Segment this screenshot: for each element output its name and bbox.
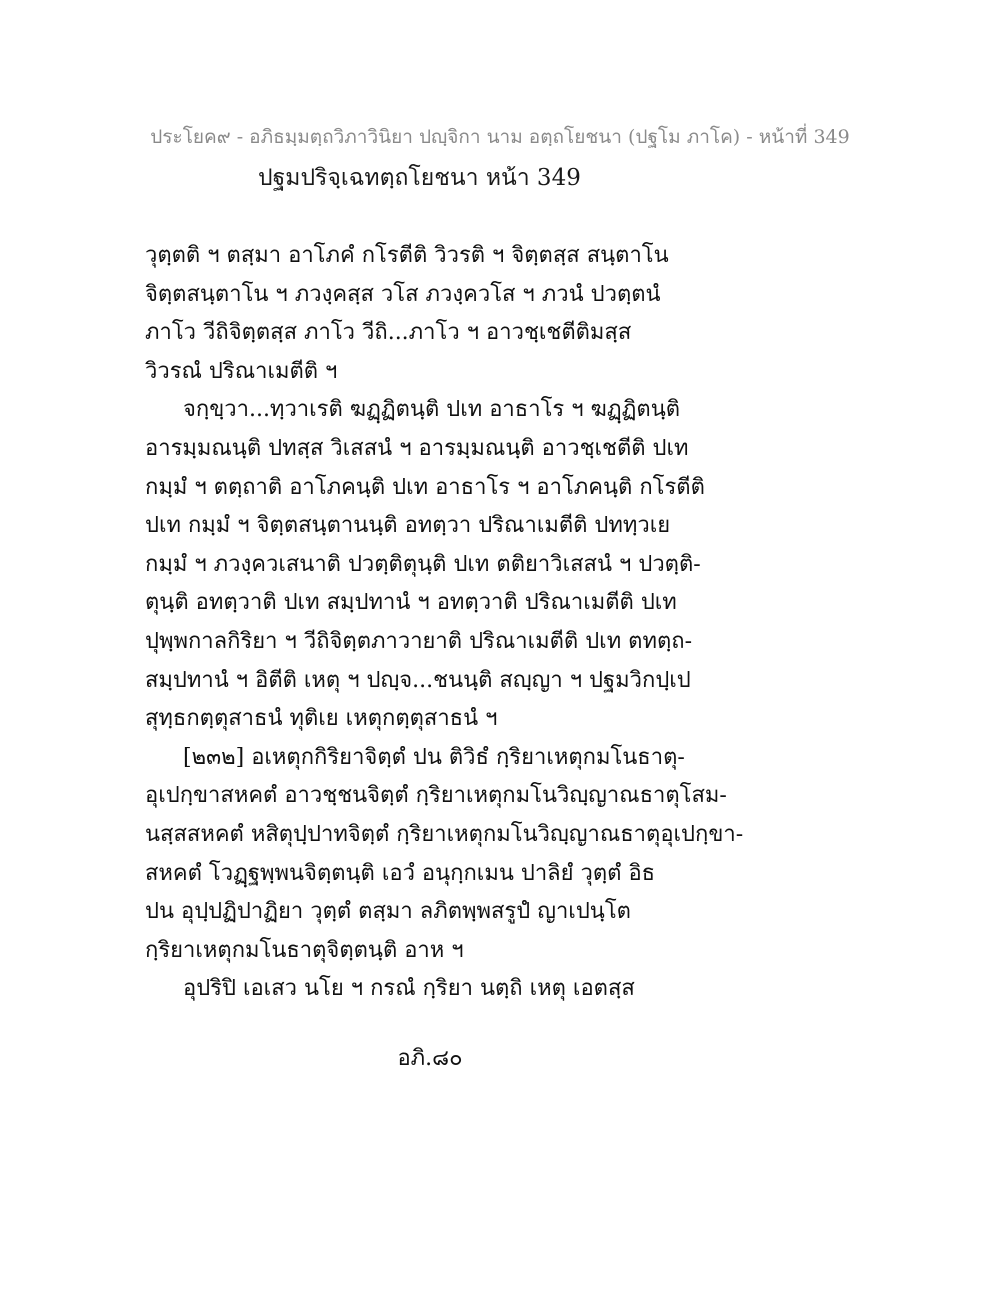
text-line: ตุนฺติ อทตฺวาติ ปเท สมฺปทานํ ฯ อทตฺวาติ ปริณาเมตีติ ปเท: [145, 590, 677, 616]
text-line: อารมฺมณนฺติ ปทสฺส วิเสสนํ ฯ อารมฺมณนฺติ อาวชฺเชตีติ ปเท: [145, 435, 689, 461]
text-line: ปุพฺพกาลกิริยา ฯ วีถิจิตฺตภาวายาติ ปริณาเมตีติ ปเท ตทตฺถ-: [145, 628, 693, 654]
paragraph-start-line: อุปริปิ เอเสว นโย ฯ กรณํ กฺริยา นตฺถิ เหตุ เอตสฺส: [183, 976, 635, 1002]
paragraph-start-line: จกฺขฺวา...ทฺวาเรติ ฆฏฺฏิตนฺติ ปเท อาธาโร ฯ ฆฏฺฏิตนฺติ: [183, 397, 681, 423]
text-line: ปเท กมฺมํ ฯ จิตฺตสนฺตานนฺติ อทตฺวา ปริณาเมตีติ ปททฺวเย: [145, 513, 671, 539]
text-line: สหคตํ โวฏฺฐพฺพนจิตฺตนฺติ เอวํ อนุกฺกเมน ปาลิยํ วุตฺตํ อิธ: [145, 860, 656, 886]
text-line: นสฺสสหคตํ หสิตุปฺปาทจิตฺตํ กฺริยาเหตุกมโนวิญฺญาณธาตุอุเปกฺขา-: [145, 821, 744, 847]
text-line: กฺริยาเหตุกมโนธาตุจิตฺตนฺติ อาห ฯ: [145, 937, 464, 963]
footer-code: อภิ.๘๐: [397, 1046, 463, 1071]
text-line: สุทฺธกตฺตุสาธนํ ทุติเย เหตุกตฺตุสาธนํ ฯ: [145, 706, 498, 732]
text-line: สมฺปทานํ ฯ อิตีติ เหตุ ฯ ปญฺจ...ชนนฺติ สญฺญา ฯ ปฐมวิกปฺเป: [145, 667, 691, 693]
text-line: กมฺมํ ฯ ภวงฺควเสนาติ ปวตฺติตุนฺติ ปเท ตติยาวิเสสนํ ฯ ปวตฺติ-: [145, 551, 701, 577]
running-header: ประโยค๙ - อภิธมฺมตฺถวิภาวินิยา ปญฺจิกา นาม อตฺถโยชนา (ปฐโม ภาโค) - หน้าที่ 349: [150, 126, 850, 148]
text-line: จิตฺตสนฺตาโน ฯ ภวงฺคสฺส วโส ภวงฺควโส ฯ ภวนํ ปวตฺตนํ: [145, 281, 661, 307]
text-line: ปน อุปฺปฏิปาฏิยา วุตฺตํ ตสฺมา ลภิตพฺพสรูปํ ญาเปนฺโต: [145, 899, 631, 925]
text-line: วิวรณํ ปริณาเมตีติ ฯ: [145, 358, 338, 384]
text-line: อุเปกฺขาสหคตํ อาวชฺชนจิตฺตํ กฺริยาเหตุกมโนวิญฺญาณธาตุโสม-: [145, 783, 727, 809]
section-title: ปฐมปริจฺเฉทตฺถโยชนา หน้า 349: [258, 165, 581, 191]
body-text: [145, 237, 744, 1009]
text-line: กมฺมํ ฯ ตตฺถาติ อาโภคนฺติ ปเท อาธาโร ฯ อาโภคนฺติ กโรตีติ: [145, 474, 705, 500]
paragraph-start-line: [๒๓๒] อเหตุกกิริยาจิตฺตํ ปน ติวิธํ กฺริยาเหตุกมโนธาตุ-: [183, 744, 685, 770]
text-line: วุตฺตติ ฯ ตสฺมา อาโภคํ กโรตีติ วิวรติ ฯ จิตฺตสฺส สนฺตาโน: [145, 243, 669, 268]
text-line: ภาโว วีถิจิตฺตสฺส ภาโว วีถิ...ภาโว ฯ อาวชฺเชตีติมสฺส: [145, 320, 632, 346]
